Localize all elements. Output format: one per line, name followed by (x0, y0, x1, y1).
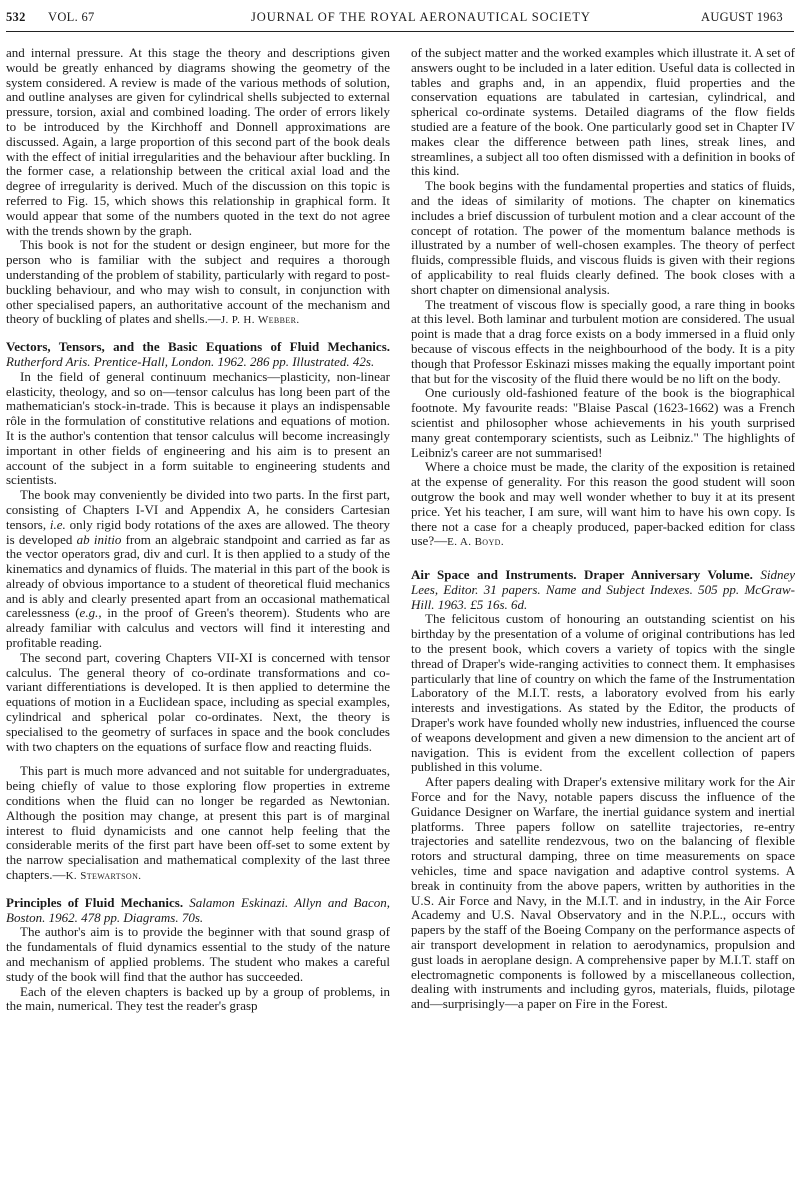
paragraph-text: in the proof of Green's theorem). Students who are already familiar with calculus and vectors will find it interesting and profitable reading. (6, 605, 390, 651)
paragraph: Each of the eleven chapters is backed up by a group of problems, in the main, numerical. They test the reader's grasp (6, 983, 390, 1014)
left-column (6, 46, 390, 1186)
italic-text: e.g., (79, 605, 102, 621)
book-details: Salamon Eskinazi. Allyn and Bacon, Boston. 1962. 478 pp. Diagrams. 70s. (6, 894, 390, 925)
paragraph: The author's aim is to provide the beginner with that sound grasp of the fundamentals of fluid dynamics essential to the study of the nature and mechanism of applied problems. The student who makes a careful study of the book will find that the author has succeeded. (6, 924, 390, 984)
review-heading (411, 568, 795, 612)
paragraph: After papers dealing with Draper's extensive military work for the Air Force and for the Navy, notable papers discuss the influence of the Guidance Designer on Warfare, the inertial guidance system and inertial platforms. Three papers follow on satellite trajectories, re-entry trajectories and satellite rendezvous, two on the balancing of flexible rotors and structural damping, three on time measurements on space vehicles, time and space navigation and adaptive control systems. A break in continuity from the above papers, written by authorities in the U.S. Air Force and Navy, in the M.I.T. and in industry, in the Air Force Academy and U.S. Naval Observatory and in the N.P.L., occurs with papers by the staff of the Boeing Company on the performance aspects of air transport development in relation to aerodynamics, propulsion and gust loads in aeroplane design. A comprehensive paper by M.I.T. staff on electromagnetic components is followed by a miscellaneous collection, dealing with instruments and including gyros, materials, fluids, pilotage and—surprisingly—a paper on Fire in the Forest. (411, 774, 795, 1012)
paragraph: The second part, covering Chapters VII-XI is concerned with tensor calculus. The general theory of co-ordinate transformations and co-variant differentiations is developed. It is then applied to determine the equations of motion in a Euclidean space, including as special examples, cylindrical and spherical polar co-ordinates. Next, the theory is specialised to the geometry of surfaces in space and the book concludes with two chapters on the equations of surface flow and reacting fluids. (6, 649, 390, 754)
paragraph: of the subject matter and the worked examples which illustrate it. A set of answers ought to be included in a later edition. Useful data is collected in tables and graphs and, in an appendix, fluid properties and the conservation equations are tabulated in cartesian, cylindrical, and spherical co-ordinate systems. Detailed diagrams of the flow fields studied are a feature of the book. One particularly good set in Chapter IV makes clear the difference between path lines, streak lines, and streamlines, a subject all too often dismissed with a definition in books of this kind. (411, 46, 795, 179)
reviewer-signature: J. P. H. Webber. (220, 314, 300, 327)
paragraph: and internal pressure. At this stage the theory and descriptions given would be greatly enhanced by diagrams showing the geometry of the system considered. A review is made of the various methods of solution, and outline analyses are given for cylindrical shells subjected to external pressure, torsion, axial and combined loading. The order of errors likely to be introduced by the Kirchhoff and Donnell approximations are discussed. Again, a large proportion of this second part of the book deals with the effect of initial irregularities and the behaviour after buckling. In the former case, a relationship between the critical axial load and the degree of irregularity is derived. Much of the discussion on this topic is referred to Fig. 15, which shows this relationship in graphical form. It would appear that some of the numbers quoted in the text do not agree with the trends shown by the graph. (6, 46, 390, 238)
reviewer-signature: E. A. Boyd. (447, 536, 504, 549)
paragraph (411, 460, 795, 550)
right-column (411, 46, 795, 1186)
paragraph: In the field of general continuum mechanics—plasticity, non-linear elasticity, theology, and so on—tensor calculus has long been part of the mathematician's stock-in-trade. This is because it plays an indispensable rôle in the formulation of constitutive relations and equations of motion. It is the author's contention that tensor calculus will become increasingly important in other fields of engineering and his aim is to present an account of the subject in a form suitable to engineering students and scientists. (6, 368, 390, 488)
review-heading (6, 340, 390, 370)
paragraph-text: This part is much more advanced and not suitable for undergraduates, being chiefly of value to those exploring flow properties in extreme conditions when the fluid can no longer be regarded as Newtonian. Although the position may change, at present this part is of marginal interest to fluid dynamicists and one cannot help feeling that the considerable merits of the first part have been off-set to some extent by the narrow specialisation and mathematical complexity of the last three chapters.— (6, 763, 390, 883)
italic-text: i.e. (49, 516, 66, 532)
book-details: Rutherford Aris. Prentice-Hall, London. 1962. 286 pp. Illustrated. 42s. (6, 353, 375, 369)
book-title: Principles of Fluid Mechanics. (6, 894, 184, 910)
paragraph: The treatment of viscous flow is specially good, a rare thing in books at this level. Both laminar and turbulent motion are considered. The usual point is made that a drag force exists on a body immersed in a fluid only because of viscous effects in the neighbourhood of the body. It is a pity though that Professor Eskinazi misses making the equally important point that but for the viscosity of the fluid there would be no lift on the body. (411, 296, 795, 386)
italic-text: ab initio (76, 531, 122, 547)
paragraph-text: The book may conveniently be divided into two parts. In the first part, consisting of Chapters I-VI and Appendix A, he considers Cartesian tensors, (6, 487, 390, 532)
header-rule (6, 31, 794, 32)
page-number: 532 (6, 10, 26, 24)
book-details: Sidney Lees, Editor. 31 papers. Name and Subject Indexes. 505 pp. McGraw-Hill. 1963. £5 16s. 6d. (411, 567, 795, 612)
journal-title: JOURNAL OF THE ROYAL AERONAUTICAL SOCIETY (251, 10, 591, 24)
book-title: Vectors, Tensors, and the Basic Equations of Fluid Mechanics. (6, 339, 390, 355)
reviewer-signature: K. Stewartson. (65, 870, 142, 883)
paragraph-text: from an algebraic standpoint and carried as far as the vector operators grad, div and curl. It is then applied to a study of the kinematics and dynamics of fluids. The material in this part of the book is already of obvious importance to a student of theoretical fluid mechanics and is ably and clearly presented apart from an occasional mathematical carelessness ( (6, 531, 390, 621)
paragraph: One curiously old-fashioned feature of the book is the biographical footnote. My favourite reads: "Blaise Pascal (1623-1662) was a French scientist and philosopher whose achievements in his youth surprised many great contemporary scientists, such as Leibniz." The highlights of Leibniz's career are not summarised! (411, 385, 795, 460)
paragraph-text: only rigid body rotations of the axes are allowed. The theory is developed (6, 516, 390, 547)
paragraph: The book begins with the fundamental properties and statics of fluids, and the ideas of similarity of motions. The chapter on kinematics includes a brief discussion of turbulent motion and a clear account of the concept of rotation. The power of the momentum balance methods is illustrated by a number of well-chosen examples. The theory of perfect fluids, compressible fluids, and viscous fluids is given with their regions of applicability to real fluids clearly defined. The book closes with a short chapter on dimensional analysis. (411, 178, 795, 297)
issue-date: AUGUST 1963 (701, 10, 783, 24)
paragraph (6, 488, 390, 651)
book-title: Air Space and Instruments. Draper Anniversary Volume. (411, 567, 753, 583)
running-header (0, 0, 800, 34)
paragraph (6, 764, 390, 883)
paragraph: The felicitous custom of honouring an outstanding scientist on his birthday by the presentation of a volume of original contributions has led to the present book, which covers a variety of topics with the single thread of Draper's wide-ranging activities to connect them. It emphasises particularly that line of country on which the fame of the Instrumentation Laboratory of the M.I.T. rests, a laboratory evolved from his early interests and investigations. As stated by the Editor, the products of Draper's work have founded wholly new industries, influenced the course of weapons development and given a new dimension to the ancient art of navigation. This is evident from the excellent collection of papers published in this volume. (411, 611, 795, 775)
paragraph (6, 238, 390, 328)
review-heading (6, 896, 390, 926)
volume-label: VOL. 67 (48, 10, 95, 24)
paragraph-text: This book is not for the student or design engineer, but more for the person who is familiar with the subject and requires a thorough understanding of the problem of stability, particularly with regard to post-buckling behaviour, and who may wish to consult, in conjunction with other specialised papers, an authoritative account of the mechanism and theory of buckling of plates and shells.— (6, 237, 390, 327)
paragraph-text: Where a choice must be made, the clarity of the exposition is retained at the expense of generality. For this reason the good student will soon outgrow the book and may well wonder whether to buy it at its present price. Yet his teacher, I am sure, will want him to have his own copy. Is there not a case for a cheaply produced, paper-backed edition for class use?— (411, 459, 795, 549)
